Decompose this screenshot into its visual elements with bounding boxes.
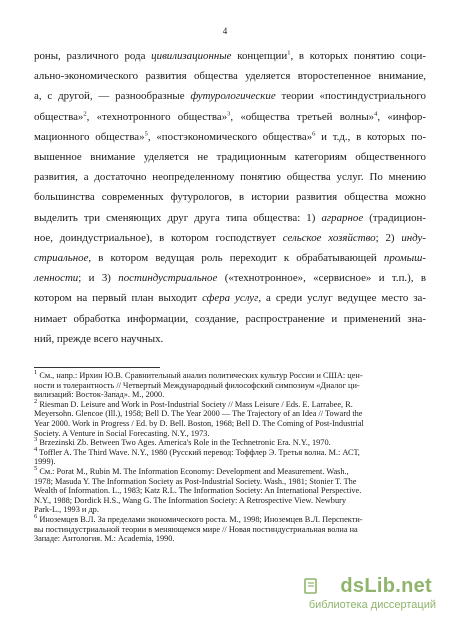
footnote-line: ности и толерантность // Четвертый Международный философский симпозиум «Диалог ци- — [34, 380, 360, 390]
text-line: ний, прежде всего научных. — [34, 332, 164, 345]
footnote-line: $^2$ Riesman D. Leisure and Work in Post-Industrial Society // Mass Leisure / Eds. E. Larrabee, R. — [34, 398, 353, 409]
footnote-line: 1978; Masuda Y. The Information Society as Post-Industrial Society. Wash., 1981; Stonier T. The — [34, 476, 357, 486]
footnote — [34, 400, 426, 438]
footnote-line: Западе: Антология. М.: Academia, 1990. — [34, 534, 175, 544]
footnote-line: Wealth of Information. L., 1983; Katz R.L. The Information Society: An International Perspective. — [34, 486, 362, 496]
watermark — [302, 575, 442, 617]
text-line: выделить три сменяющих друг друга типа общества: 1) аграрное (традицион- — [34, 211, 426, 224]
footnote — [34, 445, 426, 467]
text-line: мационного общества»$^5$, «постэкономического общества»$^6$ и т.д., в которых по- — [34, 130, 426, 143]
page-number: 4 — [222, 26, 228, 36]
text-line: ально-экономического развития общества уделяется второстепенное внимание, — [34, 70, 426, 83]
footnote — [34, 371, 426, 400]
text-line: стриальное, в котором ведущая роль переходит к обрабатывающей промыш- — [34, 252, 426, 265]
footnote — [34, 467, 426, 515]
footnote-line: $^3$ Brzezinski Zb. Between Two Ages. America's Role in the Technetronic Era. N.Y., 1970. — [34, 436, 331, 448]
text-line: ное, доиндустриальное), в котором господствует сельское хозяйство; 2) инду- — [34, 231, 426, 244]
footnote-separator — [34, 367, 160, 368]
footnote-line: N.Y., 1988; Dordick H.S., Wang G. The Information Society: A Retrospective View. Newbury — [34, 495, 346, 505]
footnote-line: $^6$ Иноземцев В.Л. За пределами экономического роста. М., 1998; Иноземцев В.Л. Перспекти- — [34, 513, 363, 524]
main-text — [34, 46, 426, 349]
footnote-line: $^1$ См., напр.: Ирхин Ю.В. Сравнительный анализ политических культур России и США: цен- — [34, 369, 363, 380]
watermark-subtitle: библиотека диссертаций — [308, 599, 436, 611]
text-line: роны, различного рода цивилизационные концепции$^1$, в которых понятию соци- — [34, 49, 426, 62]
footnote-line: вилизаций: Восток-Запад». М., 2000. — [34, 390, 165, 400]
watermark-logo: dsLib.net — [340, 575, 432, 597]
text-line: развития, а достаточно неопределенному понятию общества услуг. По мнению — [34, 171, 426, 184]
footnote — [34, 515, 426, 544]
footnotes — [34, 371, 426, 544]
footnote-line: Society. A Venture in Social Forecasting. N.Y., 1973. — [34, 428, 210, 438]
book-icon — [302, 577, 320, 595]
footnote-line: $^4$ Toffler A. The Third Wave. N.Y., 1980 (Русский перевод: Тоффлер Э. Третья волна. М.: АСТ, — [34, 445, 360, 457]
footnote-line: $^5$ См.: Porat M., Rubin M. The Information Economy: Development and Measurement. Wash., — [34, 465, 349, 476]
text-line: большинства современных футурологов, в истории развития общества можно — [34, 191, 426, 204]
footnote — [34, 438, 426, 448]
text-line: котором на первый план выходит сфера услуг, а среди услуг ведущее место за- — [34, 292, 426, 305]
footnote-line: вы постиндустриальной теории в меняющемся мире // Новая постиндустриальная волна на — [34, 524, 358, 534]
footnote-line: Park-L., 1993 и др. — [34, 505, 99, 515]
text-line: нимает обработка информации, создание, распространение и применений зна- — [34, 312, 426, 325]
text-line: а, с другой, — разнообразные футурологические теории «постиндустриального — [34, 90, 426, 103]
text-line: ленности; и 3) постиндустриальное («технотронное», «сервисное» и т.п.), в — [34, 272, 426, 285]
footnote-line: Meyersohn. Glencoe (Ill.), 1958; Bell D. The Year 2000 — The Trajectory of an Idea // Toward the — [34, 409, 363, 419]
footnote-line: 1999). — [34, 457, 56, 467]
text-line: вышенное внимание уделяется не традиционным категориям общественного — [34, 151, 426, 164]
footnote-line: Year 2000. Work in Progress / Ed. by D. Bell. Boston, 1968; Bell D. The Coming of Post-Industrial — [34, 418, 364, 428]
text-line: общества»$^2$, «технотронного общества»$^3$, «общества третьей волны»$^4$, «инфор- — [34, 109, 426, 123]
